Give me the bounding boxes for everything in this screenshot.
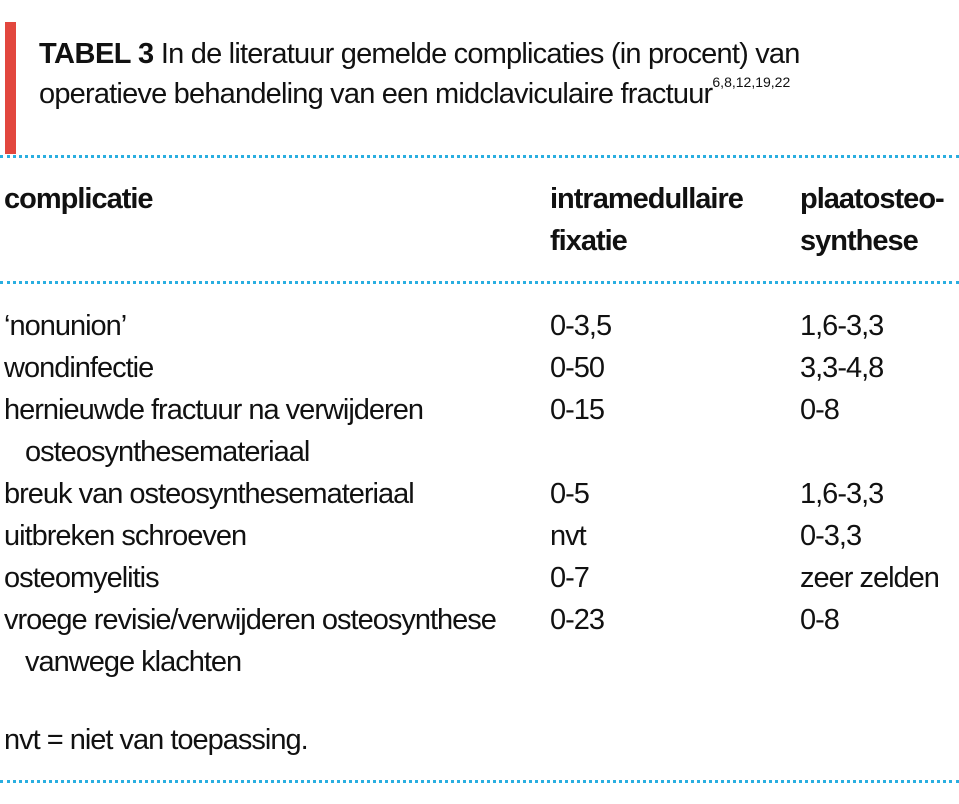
row-intramedullary-value: 0-7: [550, 562, 589, 594]
row-plate-value: 1,6-3,3: [800, 310, 884, 342]
table-row: [4, 473, 954, 515]
table-footnote: nvt = niet van toepassing.: [4, 724, 308, 756]
row-complication-line1: vroege revisie/verwijderen osteosynthese: [4, 604, 496, 636]
row-plate-value: 1,6-3,3: [800, 478, 884, 510]
row-plate-value: zeer zelden: [800, 562, 939, 594]
header-col3-line1: plaatosteo-: [800, 183, 944, 215]
header-col2-line2: fixatie: [550, 225, 627, 257]
row-plate-value: 0-8: [800, 394, 839, 426]
row-complication-line1: hernieuwde fractuur na verwijderen: [4, 394, 423, 426]
table-row: [4, 305, 954, 347]
row-intramedullary-value: 0-5: [550, 478, 589, 510]
table-row: [4, 557, 954, 599]
divider-header: [0, 281, 959, 284]
table-label: TABEL 3: [39, 38, 154, 70]
row-complication: uitbreken schroeven: [4, 520, 247, 552]
title-text-line1: In de literatuur gemelde complicaties (in procent) van: [153, 38, 800, 70]
accent-bar: [5, 22, 16, 154]
header-complicatie: complicatie: [4, 183, 153, 215]
row-plate-value: 3,3-4,8: [800, 352, 884, 384]
row-intramedullary-value: 0-15: [550, 394, 605, 426]
row-plate-value: 0-8: [800, 604, 839, 636]
header-col2-line1: intramedullaire: [550, 183, 743, 215]
row-complication: breuk van osteosynthesemateriaal: [4, 478, 414, 510]
title-references: 6,8,12,19,22: [712, 74, 791, 90]
table-row: [4, 347, 954, 389]
table-header: [4, 178, 954, 262]
header-intramedullaire-fixatie: [550, 178, 800, 262]
row-complication-line2: osteosynthesemateriaal: [25, 436, 310, 468]
row-complication-line2: vanwege klachten: [25, 646, 242, 678]
row-complication: ‘nonunion’: [4, 310, 127, 342]
table-row: [4, 515, 954, 557]
header-plaatosteosynthese: [800, 178, 954, 262]
row-complication: wondinfectie: [4, 352, 154, 384]
table-row: [4, 599, 954, 683]
row-plate-value: 0-3,3: [800, 520, 862, 552]
row-intramedullary-value: 0-50: [550, 352, 605, 384]
title-text-line2: operatieve behandeling van een midclaviculaire fractuur: [39, 78, 713, 110]
row-complication: osteomyelitis: [4, 562, 159, 594]
row-complication: [4, 389, 550, 473]
row-intramedullary-value: nvt: [550, 520, 586, 552]
divider-bottom: [0, 780, 959, 783]
table-title: [39, 34, 939, 114]
table-row: [4, 389, 954, 473]
table-body: [4, 305, 954, 683]
header-col3-line2: synthese: [800, 225, 918, 257]
divider-top: [0, 155, 959, 158]
row-intramedullary-value: 0-23: [550, 604, 605, 636]
header-row: [4, 178, 954, 262]
row-complication: [4, 599, 550, 683]
row-intramedullary-value: 0-3,5: [550, 310, 612, 342]
